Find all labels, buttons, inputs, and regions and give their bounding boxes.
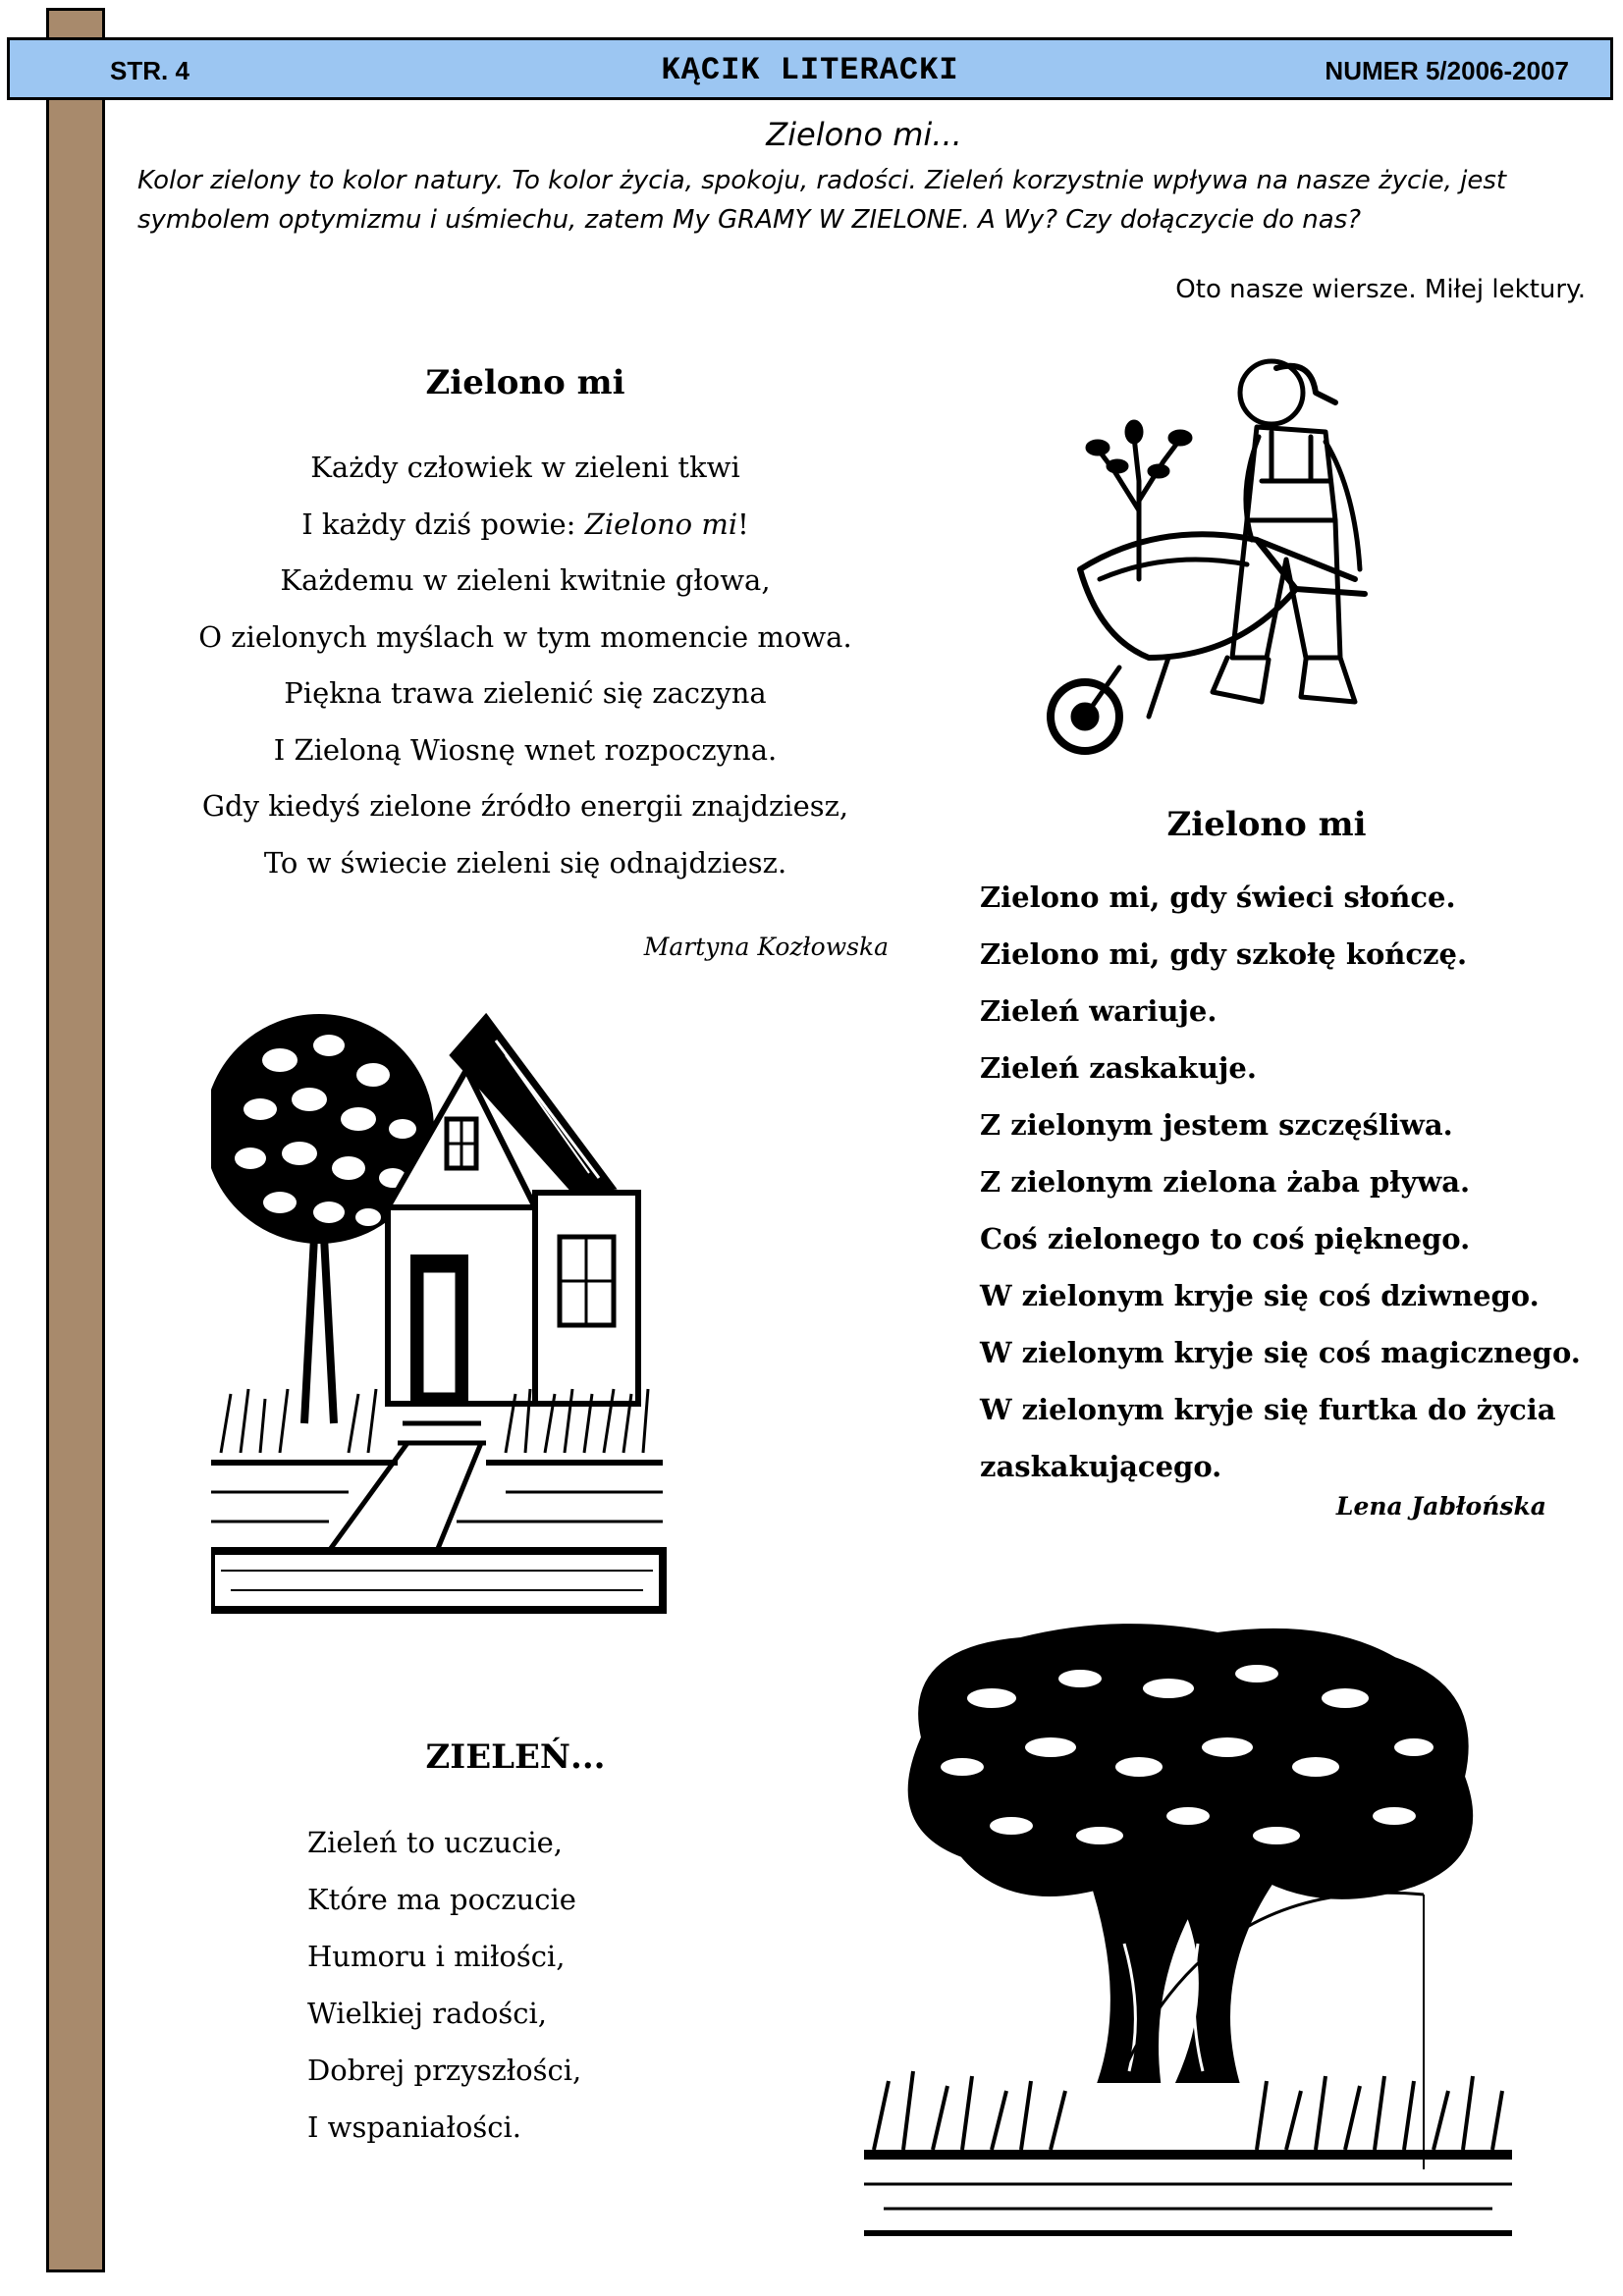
poem-author: Martyna Kozłowska <box>643 933 889 961</box>
poem-line: To w świecie zieleni się odnajdziesz. <box>263 845 787 880</box>
tree-fisherman-illustration <box>864 1620 1512 2243</box>
poem-line: Dobrej przyszłości, <box>307 2054 582 2087</box>
section-title: KĄCIK LITERACKI <box>661 52 959 88</box>
poem-line-end: ! <box>737 507 749 541</box>
poem-line: zaskakującego. <box>980 1450 1222 1483</box>
poem-line <box>187 497 864 554</box>
poem-lines <box>187 440 864 891</box>
poem-title: Zielono mi <box>425 363 625 402</box>
poem-1 <box>187 363 864 891</box>
poem-line: Piękna trawa zielenić się zaczyna <box>284 676 767 710</box>
poem-lines <box>980 869 1581 1495</box>
poem-line: Zielono mi, gdy świeci słońce. <box>980 881 1456 914</box>
intro-text <box>137 161 1551 240</box>
poem-line: I wspaniałości. <box>307 2110 521 2144</box>
girl-wheelbarrow-illustration <box>1041 344 1473 761</box>
poem-line: Zieleń wariuje. <box>980 994 1217 1028</box>
poem-line: Zieleń zaskakuje. <box>980 1051 1257 1085</box>
intro-line: symbolem optymizmu i uśmiechu, zatem My GRAMY W ZIELONE. A Wy? Czy dołączycie do nas? <box>137 205 1362 235</box>
house-tree-illustration <box>211 1001 849 1629</box>
poem-line: W zielonym kryje się furtka do życia <box>980 1393 1556 1426</box>
poem-line: W zielonym kryje się coś dziwnego. <box>980 1279 1540 1312</box>
poem-line: Humoru i miłości, <box>307 1940 566 1973</box>
page-header <box>7 37 1613 100</box>
poem-line: Z zielonym jestem szczęśliwa. <box>980 1108 1453 1142</box>
poem-line: Zieleń to uczucie, <box>307 1826 564 1859</box>
poem-lines <box>307 1814 700 2156</box>
poem-line: Wielkiej radości, <box>307 1997 548 2030</box>
poem-line: Gdy kiedyś zielone źródło energii znajdziesz, <box>201 789 849 823</box>
poem-line: Z zielonym zielona żaba pływa. <box>980 1165 1471 1199</box>
page-number: STR. 4 <box>110 56 189 85</box>
poem-line: W zielonym kryje się coś magicznego. <box>980 1336 1581 1369</box>
poem-title: Zielono mi <box>1166 805 1367 844</box>
intro-title: Zielono mi... <box>766 116 962 153</box>
poem-author: Lena Jabłońska <box>1335 1492 1546 1521</box>
poem-line: I Zieloną Wiosnę wnet rozpoczyna. <box>273 732 778 767</box>
intro-closing: Oto nasze wiersze. Miłej lektury. <box>1175 275 1586 304</box>
intro-line: Kolor zielony to kolor natury. To kolor życia, spokoju, radości. Zieleń korzystnie wpływa na nasze życie, jest <box>137 166 1507 195</box>
poem-line: O zielonych myślach w tym momencie mowa. <box>198 619 852 654</box>
poem-line: Zielono mi, gdy szkołę kończę. <box>980 937 1468 971</box>
poem-line: Coś zielonego to coś pięknego. <box>980 1222 1471 1255</box>
poem-line-italic: Zielono mi <box>584 507 738 541</box>
poem-title: ZIELEŃ... <box>425 1737 606 1777</box>
poem-line: Które ma poczucie <box>307 1883 576 1916</box>
issue-number: NUMER 5/2006-2007 <box>1325 56 1569 85</box>
sidebar-bar <box>46 8 105 2272</box>
poem-line-start: I każdy dziś powie: <box>301 507 585 541</box>
poem-line: Każdy człowiek w zieleni tkwi <box>310 451 740 484</box>
poem-line: Każdemu w zieleni kwitnie głowa, <box>280 563 771 597</box>
